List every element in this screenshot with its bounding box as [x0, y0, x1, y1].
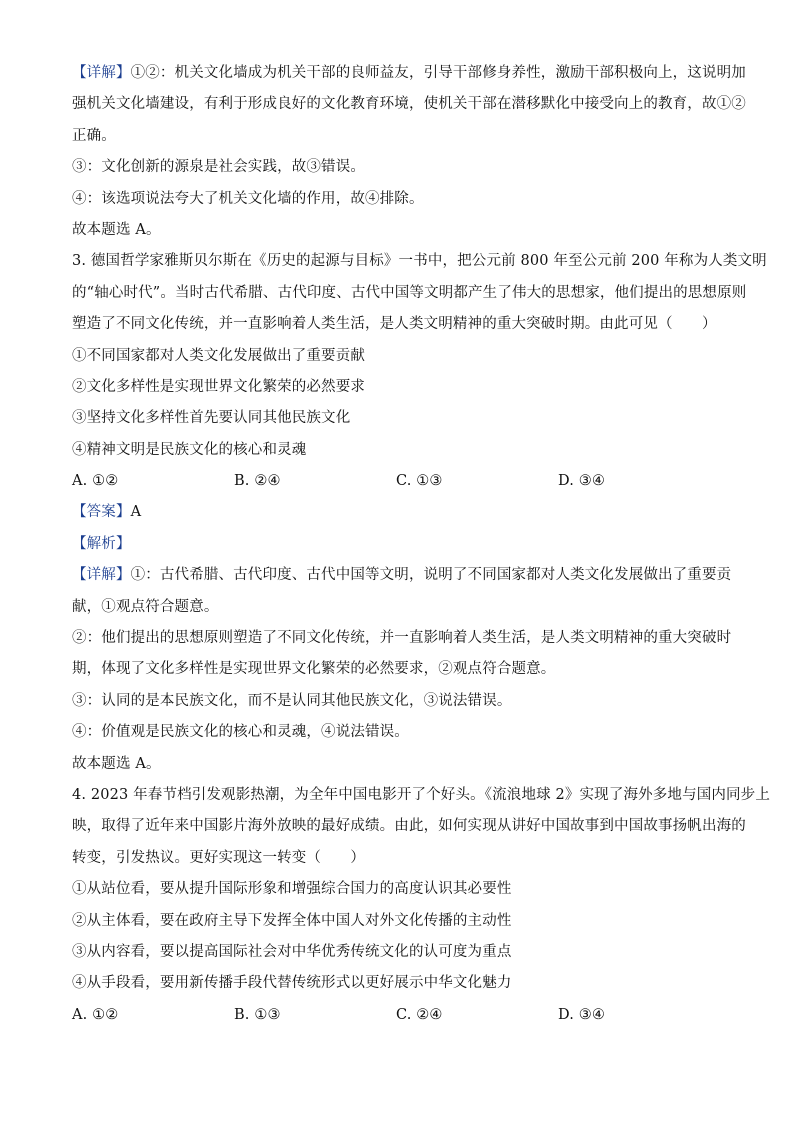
statement-item: ④精神文明是民族文化的核心和灵魂: [72, 441, 307, 458]
detail-tag: 【详解】: [72, 567, 131, 584]
question-4-stem: 转变，引发热议。更好实现这一转变（ ）: [72, 849, 365, 866]
detail-line: 【详解】①②：机关文化墙成为机关干部的良师益友，引导干部修身养性，激励干部积极向上，这说明加: [72, 65, 746, 81]
answer-value: A: [130, 504, 142, 521]
conclusion-line: 故本题选 A。: [72, 755, 161, 772]
question-4-stem: 4. 2023 年春节档引发观影热潮，为全年中国电影开了个好头。《流浪地球 2》实现了海外多地与国内同步上: [72, 786, 770, 803]
option-d: D. ③④: [558, 473, 606, 490]
detail-line: ④：价值观是民族文化的核心和灵魂，④说法错误。: [72, 724, 409, 741]
detail-tag: 【详解】: [72, 65, 131, 81]
question-3-options: [72, 466, 732, 497]
question-3-stem: 的“轴心时代”。当时古代希腊、古代印度、古代中国等文明都产生了伟大的思想家，他们提出的思想原则: [72, 284, 747, 301]
statement-item: ②文化多样性是实现世界文化繁荣的必然要求: [72, 378, 365, 395]
answer-line: [72, 497, 732, 528]
option-b: B. ②④: [234, 473, 281, 490]
detail-line: 期，体现了文化多样性是实现世界文化繁荣的必然要求，②观点符合题意。: [72, 661, 556, 678]
document-page: [72, 58, 770, 1031]
question-3-stem: 3. 德国哲学家雅斯贝尔斯在《历史的起源与目标》一书中，把公元前 800 年至公元前 200 年称为人类文明: [72, 253, 767, 270]
statement-item: ①从站位看，要从提升国际形象和增强综合国力的高度认识其必要性: [72, 881, 512, 898]
statement-item: ①不同国家都对人类文化发展做出了重要贡献: [72, 347, 365, 364]
conclusion-line: 故本题选 A。: [72, 221, 161, 238]
answer-tag: 【答案】: [72, 504, 131, 521]
detail-line: ③：认同的是本民族文化，而不是认同其他民族文化，③说法错误。: [72, 692, 512, 709]
statement-item: ④从手段看，要用新传播手段代替传统形式以更好展示中华文化魅力: [72, 975, 512, 992]
option-a: A. ①②: [72, 473, 119, 490]
detail-line: 献，①观点符合题意。: [72, 598, 219, 615]
analysis-line: [72, 529, 732, 560]
option-d: D. ③④: [558, 1006, 606, 1023]
statement-item: ③坚持文化多样性首先要认同其他民族文化: [72, 410, 351, 427]
option-c: C. ②④: [396, 1006, 443, 1023]
detail-line: 【详解】①：古代希腊、古代印度、古代中国等文明，说明了不同国家都对人类文化发展做出了重要贡: [72, 567, 732, 584]
option-c: C. ①③: [396, 473, 443, 490]
analysis-tag: 【解析】: [72, 535, 131, 552]
statement-item: ③从内容看，要以提高国际社会对中华优秀传统文化的认可度为重点: [72, 943, 512, 960]
question-4-stem: 映，取得了近年来中国影片海外放映的最好成绩。由此，如何实现从讲好中国故事到中国故事扬帆出海的: [72, 818, 746, 835]
detail-line: 正确。: [72, 127, 116, 144]
detail-line: ②：他们提出的思想原则塑造了不同文化传统，并一直影响着人类生活，是人类文明精神的重大突破时: [72, 630, 732, 647]
option-b: B. ①③: [234, 1006, 281, 1023]
detail-line: ④：该选项说法夸大了机关文化墙的作用，故④排除。: [72, 190, 424, 207]
detail-line: 强机关文化墙建设，有利于形成良好的文化教育环境，使机关干部在潜移默化中接受向上的教育，故①②: [72, 96, 746, 113]
option-a: A. ①②: [72, 1006, 119, 1023]
detail-line: ③：文化创新的源泉是社会实践，故③错误。: [72, 159, 365, 176]
statement-item: ②从主体看，要在政府主导下发挥全体中国人对外文化传播的主动性: [72, 912, 512, 929]
question-4-options: [72, 1000, 732, 1031]
question-3-stem: 塑造了不同文化传统，并一直影响着人类生活，是人类文明精神的重大突破时期。由此可见（ ）: [72, 316, 717, 333]
